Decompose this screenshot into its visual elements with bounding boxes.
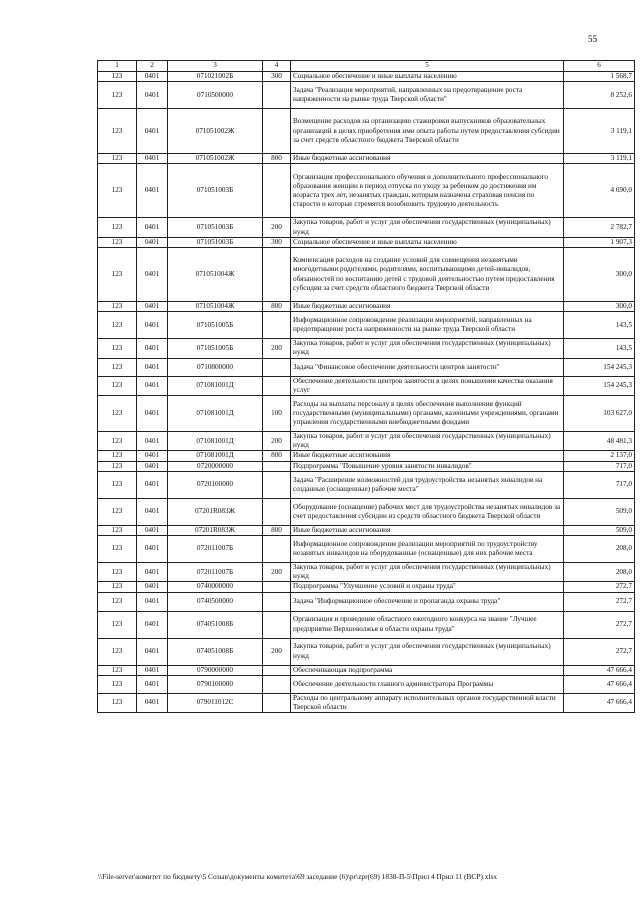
cell-target-code: 071051003Б [168, 237, 263, 247]
cell-description: Задача "Финансовое обеспечение деятельности центров занятости" [291, 358, 564, 376]
cell-target-code: 071051004Ж [168, 248, 263, 302]
cell-section-code: 0401 [137, 638, 168, 665]
table-row [98, 432, 635, 451]
cell-admin-code: 123 [98, 525, 137, 535]
cell-expense-type [263, 665, 291, 675]
cell-expense-type [263, 611, 291, 638]
cell-section-code: 0401 [137, 218, 168, 237]
cell-target-code: 071051002Ж [168, 109, 263, 154]
cell-target-code: 0740500000 [168, 592, 263, 611]
cell-amount: 103 627,0 [564, 396, 635, 432]
cell-target-code: 071051003Б [168, 218, 263, 237]
cell-admin-code: 123 [98, 638, 137, 665]
cell-amount: 3 119,1 [564, 109, 635, 154]
cell-expense-type [263, 312, 291, 339]
cell-amount: 717,0 [564, 471, 635, 498]
cell-admin-code: 123 [98, 432, 137, 451]
cell-section-code: 0401 [137, 461, 168, 471]
cell-description: Информационное сопровождение реализации мероприятий, направленных на предотвращение роста напряженности на рынке труда Тверской области [291, 312, 564, 339]
cell-amount: 300,0 [564, 302, 635, 312]
cell-description: Закупка товаров, работ и услуг для обеспечения государственных (муниципальных) нужд [291, 218, 564, 237]
cell-amount: 48 481,3 [564, 432, 635, 451]
cell-amount: 154 245,3 [564, 376, 635, 395]
cell-amount: 300,0 [564, 248, 635, 302]
cell-expense-type: 200 [263, 432, 291, 451]
table-row [98, 536, 635, 563]
table-row [98, 563, 635, 582]
cell-target-code: 071051005Б [168, 312, 263, 339]
cell-section-code: 0401 [137, 302, 168, 312]
cell-section-code: 0401 [137, 72, 168, 82]
cell-section-code: 0401 [137, 248, 168, 302]
cell-expense-type: 200 [263, 339, 291, 358]
cell-amount: 208,0 [564, 536, 635, 563]
cell-target-code: 071051004Ж [168, 302, 263, 312]
cell-section-code: 0401 [137, 665, 168, 675]
cell-expense-type [263, 461, 291, 471]
table-row [98, 525, 635, 535]
cell-description: Социальное обеспечение и иные выплаты населению [291, 72, 564, 82]
cell-admin-code: 123 [98, 358, 137, 376]
cell-amount: 47 666,4 [564, 665, 635, 675]
cell-description: Информационное сопровождение реализации мероприятий по трудоустройству незанятых инвалидов на оборудованные (оснащенные) для них рабочие места [291, 536, 564, 563]
cell-amount: 154 245,3 [564, 358, 635, 376]
cell-description: Закупка товаров, работ и услуг для обеспечения государственных (муниципальных) нужд [291, 339, 564, 358]
cell-target-code: 0740000000 [168, 582, 263, 592]
cell-admin-code: 123 [98, 693, 137, 712]
cell-section-code: 0401 [137, 525, 168, 535]
cell-amount: 272,7 [564, 592, 635, 611]
cell-admin-code: 123 [98, 498, 137, 525]
cell-description: Социальное обеспечение и иные выплаты населению [291, 237, 564, 247]
cell-admin-code: 123 [98, 563, 137, 582]
cell-description: Закупка товаров, работ и услуг для обеспечения государственных (муниципальных) нужд [291, 432, 564, 451]
table-row [98, 72, 635, 82]
table-row [98, 498, 635, 525]
cell-admin-code: 123 [98, 376, 137, 395]
cell-amount: 8 252,6 [564, 82, 635, 109]
cell-amount: 509,0 [564, 525, 635, 535]
cell-admin-code: 123 [98, 582, 137, 592]
cell-description: Задача "Информационное обеспечение и пропаганда охраны труда" [291, 592, 564, 611]
cell-admin-code: 123 [98, 82, 137, 109]
cell-target-code: 079011012С [168, 693, 263, 712]
cell-expense-type [263, 498, 291, 525]
cell-expense-type: 200 [263, 638, 291, 665]
cell-target-code: 07201R083Ж [168, 498, 263, 525]
cell-expense-type [263, 82, 291, 109]
cell-expense-type [263, 582, 291, 592]
page-number: 55 [588, 34, 597, 44]
column-header: 3 [168, 61, 263, 72]
cell-description: Иные бюджетные ассигнования [291, 154, 564, 164]
cell-target-code: 0720100000 [168, 471, 263, 498]
column-header: 1 [98, 61, 137, 72]
cell-expense-type [263, 164, 291, 218]
cell-amount: 3 119,1 [564, 154, 635, 164]
cell-description: Оборудование (оснащение) рабочих мест для трудоустройства незанятых инвалидов за счет предоставления субсидии из средств областного бюджета Тверской области [291, 498, 564, 525]
cell-amount: 143,5 [564, 339, 635, 358]
cell-expense-type [263, 693, 291, 712]
cell-target-code: 072011007Б [168, 563, 263, 582]
cell-description: Подпрограмма "Повышение уровня занятости инвалидов" [291, 461, 564, 471]
cell-target-code: 071051002Ж [168, 154, 263, 164]
cell-section-code: 0401 [137, 592, 168, 611]
cell-admin-code: 123 [98, 248, 137, 302]
table-row [98, 611, 635, 638]
cell-expense-type: 300 [263, 72, 291, 82]
cell-section-code: 0401 [137, 582, 168, 592]
cell-expense-type [263, 592, 291, 611]
cell-expense-type: 800 [263, 154, 291, 164]
cell-section-code: 0401 [137, 396, 168, 432]
cell-target-code: 071021002Б [168, 72, 263, 82]
file-path-footer: \\File-server\комитет по бюджету\5 Созыв\документы комитета\69 заседание (6)\pr\zpr(69) 1838-П-5\Прил 4 Прил 11 (ВСР).xlsx [98, 872, 498, 881]
cell-expense-type [263, 536, 291, 563]
cell-section-code: 0401 [137, 109, 168, 154]
cell-admin-code: 123 [98, 312, 137, 339]
cell-target-code: 071051003Б [168, 164, 263, 218]
cell-description: Возмещение расходов на организацию стажировки выпускников образовательных организаций в целях приобретения ими опыта работы путем предоставления субсидии за счет средств областного бюджета Тверской области [291, 109, 564, 154]
cell-section-code: 0401 [137, 563, 168, 582]
cell-description: Организация профессионального обучения и дополнительного профессионального образования женщин в период отпуска по уходу за ребенком до достижения им возраста трех лет, незанятых граждан, которым назначена страховая пенсия по старости и которые стремятся возобновить трудовую деятельность [291, 164, 564, 218]
cell-section-code: 0401 [137, 312, 168, 339]
table-row [98, 582, 635, 592]
cell-expense-type: 300 [263, 237, 291, 247]
cell-section-code: 0401 [137, 237, 168, 247]
cell-target-code: 071051005Б [168, 339, 263, 358]
cell-section-code: 0401 [137, 154, 168, 164]
cell-section-code: 0401 [137, 611, 168, 638]
cell-admin-code: 123 [98, 396, 137, 432]
cell-amount: 272,7 [564, 638, 635, 665]
cell-description: Обеспечение деятельности центров занятости в целях повышения качества оказания услуг [291, 376, 564, 395]
cell-section-code: 0401 [137, 358, 168, 376]
cell-description: Компенсация расходов на создание условий для совмещения незанятыми многодетными родителями, родителями, воспитывающими детей-инвалидов, обязанностей по воспитанию детей с трудовой деятельностью путем предоставления субсидии за счет средств областного бюджета Тверской области [291, 248, 564, 302]
cell-amount: 1 907,3 [564, 237, 635, 247]
cell-target-code: 074051008Б [168, 611, 263, 638]
table-row [98, 154, 635, 164]
cell-expense-type [263, 675, 291, 693]
cell-target-code: 071081001Д [168, 376, 263, 395]
cell-target-code: 0710800000 [168, 358, 263, 376]
cell-description: Закупка товаров, работ и услуг для обеспечения государственных (муниципальных) нужд [291, 638, 564, 665]
cell-admin-code: 123 [98, 675, 137, 693]
table-body [98, 72, 635, 713]
header-row [98, 61, 635, 72]
cell-section-code: 0401 [137, 498, 168, 525]
cell-amount: 4 690,0 [564, 164, 635, 218]
cell-amount: 1 568,7 [564, 72, 635, 82]
table-row [98, 82, 635, 109]
cell-section-code: 0401 [137, 82, 168, 109]
cell-description: Обеспечивающая подпрограмма [291, 665, 564, 675]
table-row [98, 358, 635, 376]
cell-amount: 208,0 [564, 563, 635, 582]
table-row [98, 109, 635, 154]
cell-description: Организация и проведение областного ежегодного конкурса на звание "Лучшее предприятие Верхневолжья в области охраны труда" [291, 611, 564, 638]
cell-section-code: 0401 [137, 471, 168, 498]
cell-admin-code: 123 [98, 237, 137, 247]
cell-admin-code: 123 [98, 154, 137, 164]
cell-description: Обеспечение деятельности главного администратора Программы [291, 675, 564, 693]
cell-expense-type: 800 [263, 302, 291, 312]
cell-description: Иные бюджетные ассигнования [291, 302, 564, 312]
cell-target-code: 071081001Д [168, 396, 263, 432]
cell-amount: 272,7 [564, 611, 635, 638]
cell-section-code: 0401 [137, 675, 168, 693]
cell-admin-code: 123 [98, 164, 137, 218]
cell-amount: 143,5 [564, 312, 635, 339]
column-header: 6 [564, 61, 635, 72]
cell-target-code: 07201R083Ж [168, 525, 263, 535]
cell-expense-type: 200 [263, 563, 291, 582]
cell-amount: 272,7 [564, 582, 635, 592]
table-row [98, 312, 635, 339]
cell-expense-type [263, 248, 291, 302]
table-row [98, 693, 635, 712]
table-row [98, 638, 635, 665]
cell-expense-type [263, 376, 291, 395]
table-row [98, 302, 635, 312]
cell-section-code: 0401 [137, 376, 168, 395]
cell-amount: 2 782,7 [564, 218, 635, 237]
cell-description: Подпрограмма "Улучшение условий и охраны труда" [291, 582, 564, 592]
cell-target-code: 0790000000 [168, 665, 263, 675]
column-header: 5 [291, 61, 564, 72]
table-row [98, 665, 635, 675]
cell-amount: 47 666,4 [564, 675, 635, 693]
cell-section-code: 0401 [137, 451, 168, 461]
cell-admin-code: 123 [98, 72, 137, 82]
cell-section-code: 0401 [137, 164, 168, 218]
cell-description: Задача "Расширение возможностей для трудоустройства незанятых инвалидов на созданные (оснащенные) рабочие места" [291, 471, 564, 498]
cell-description: Иные бюджетные ассигнования [291, 525, 564, 535]
cell-admin-code: 123 [98, 218, 137, 237]
cell-amount: 2 137,0 [564, 451, 635, 461]
table-row [98, 164, 635, 218]
cell-amount: 717,0 [564, 461, 635, 471]
cell-section-code: 0401 [137, 693, 168, 712]
table-row [98, 376, 635, 395]
cell-section-code: 0401 [137, 536, 168, 563]
cell-target-code: 0710500000 [168, 82, 263, 109]
cell-admin-code: 123 [98, 302, 137, 312]
cell-amount: 47 666,4 [564, 693, 635, 712]
cell-expense-type: 800 [263, 451, 291, 461]
cell-target-code: 071081001Д [168, 432, 263, 451]
table-row [98, 248, 635, 302]
cell-admin-code: 123 [98, 592, 137, 611]
column-header: 4 [263, 61, 291, 72]
table-row [98, 675, 635, 693]
cell-expense-type [263, 358, 291, 376]
cell-expense-type: 200 [263, 218, 291, 237]
cell-admin-code: 123 [98, 109, 137, 154]
table-row [98, 471, 635, 498]
table-row [98, 218, 635, 237]
cell-target-code: 072011007Б [168, 536, 263, 563]
cell-expense-type [263, 109, 291, 154]
cell-description: Иные бюджетные ассигнования [291, 451, 564, 461]
table-row [98, 592, 635, 611]
column-header: 2 [137, 61, 168, 72]
table-row [98, 396, 635, 432]
cell-target-code: 0790100000 [168, 675, 263, 693]
cell-expense-type [263, 471, 291, 498]
cell-description: Задача "Реализация мероприятий, направленных на предотвращение роста напряженности на рынке труда Тверской области" [291, 82, 564, 109]
cell-description: Закупка товаров, работ и услуг для обеспечения государственных (муниципальных) нужд [291, 563, 564, 582]
table-row [98, 339, 635, 358]
table-row [98, 461, 635, 471]
cell-section-code: 0401 [137, 432, 168, 451]
budget-table [97, 60, 635, 713]
cell-target-code: 074051008Б [168, 638, 263, 665]
cell-expense-type: 100 [263, 396, 291, 432]
cell-target-code: 071081001Д [168, 451, 263, 461]
cell-expense-type: 800 [263, 525, 291, 535]
cell-admin-code: 123 [98, 451, 137, 461]
cell-admin-code: 123 [98, 461, 137, 471]
cell-admin-code: 123 [98, 665, 137, 675]
cell-section-code: 0401 [137, 339, 168, 358]
cell-description: Расходы по центральному аппарату исполнительных органов государственной власти Тверской области [291, 693, 564, 712]
cell-target-code: 0720000000 [168, 461, 263, 471]
cell-admin-code: 123 [98, 611, 137, 638]
cell-admin-code: 123 [98, 339, 137, 358]
table-row [98, 237, 635, 247]
cell-admin-code: 123 [98, 471, 137, 498]
cell-description: Расходы на выплаты персоналу в целях обеспечения выполнения функций государственными (муниципальными) органами, казенными учреждениями, органами управления государственными внебюджетными фондами [291, 396, 564, 432]
table-row [98, 451, 635, 461]
cell-amount: 509,0 [564, 498, 635, 525]
cell-admin-code: 123 [98, 536, 137, 563]
